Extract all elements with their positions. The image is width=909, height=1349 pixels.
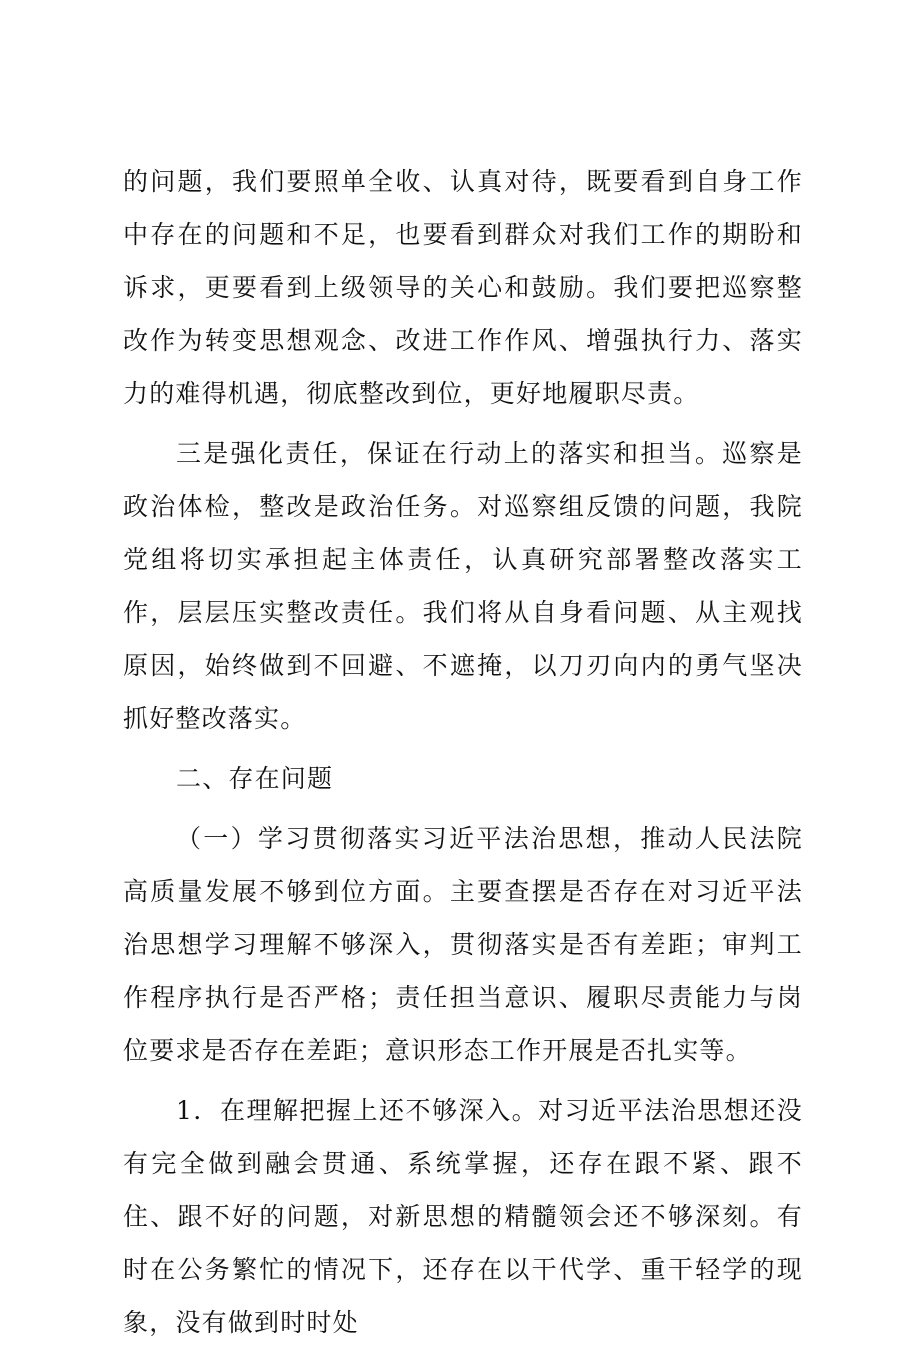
document-body	[123, 155, 803, 1349]
paragraph-point-one: 1．在理解把握上还不够深入。对习近平法治思想还没有完全做到融会贯通、系统掌握，还存在跟不紧、跟不住、跟不好的问题，对新思想的精髓领会还不够深刻。有时在公务繁忙的情况下，还存在以干代学、重干轻学的现象，没有做到时时处	[123, 1096, 803, 1337]
section-heading-existing-problems: 二、存在问题	[176, 764, 334, 793]
paragraph-continuation: 的问题，我们要照单全收、认真对待，既要看到自身工作中存在的问题和不足，也要看到群众对我们工作的期盼和诉求，更要看到上级领导的关心和鼓励。我们要把巡察整改作为转变思想观念、改进工作作风、增强执行力、落实力的难得机遇，彻底整改到位，更好地履职尽责。	[123, 167, 803, 408]
paragraph-strengthen-responsibility: 三是强化责任，保证在行动上的落实和担当。巡察是政治体检，整改是政治任务。对巡察组反馈的问题，我院党组将切实承担起主体责任，认真研究部署整改落实工作，层层压实整改责任。我们将从自身看问题、从主观找原因，始终做到不回避、不遮掩，以刀刃向内的勇气坚决抓好整改落实。	[123, 439, 803, 733]
paragraph-item-one: （一）学习贯彻落实习近平法治思想，推动人民法院高质量发展不够到位方面。主要查摆是否存在对习近平法治思想学习理解不够深入，贯彻落实是否有差距；审判工作程序执行是否严格；责任担当意识、履职尽责能力与岗位要求是否存在差距；意识形态工作开展是否扎实等。	[123, 824, 803, 1065]
